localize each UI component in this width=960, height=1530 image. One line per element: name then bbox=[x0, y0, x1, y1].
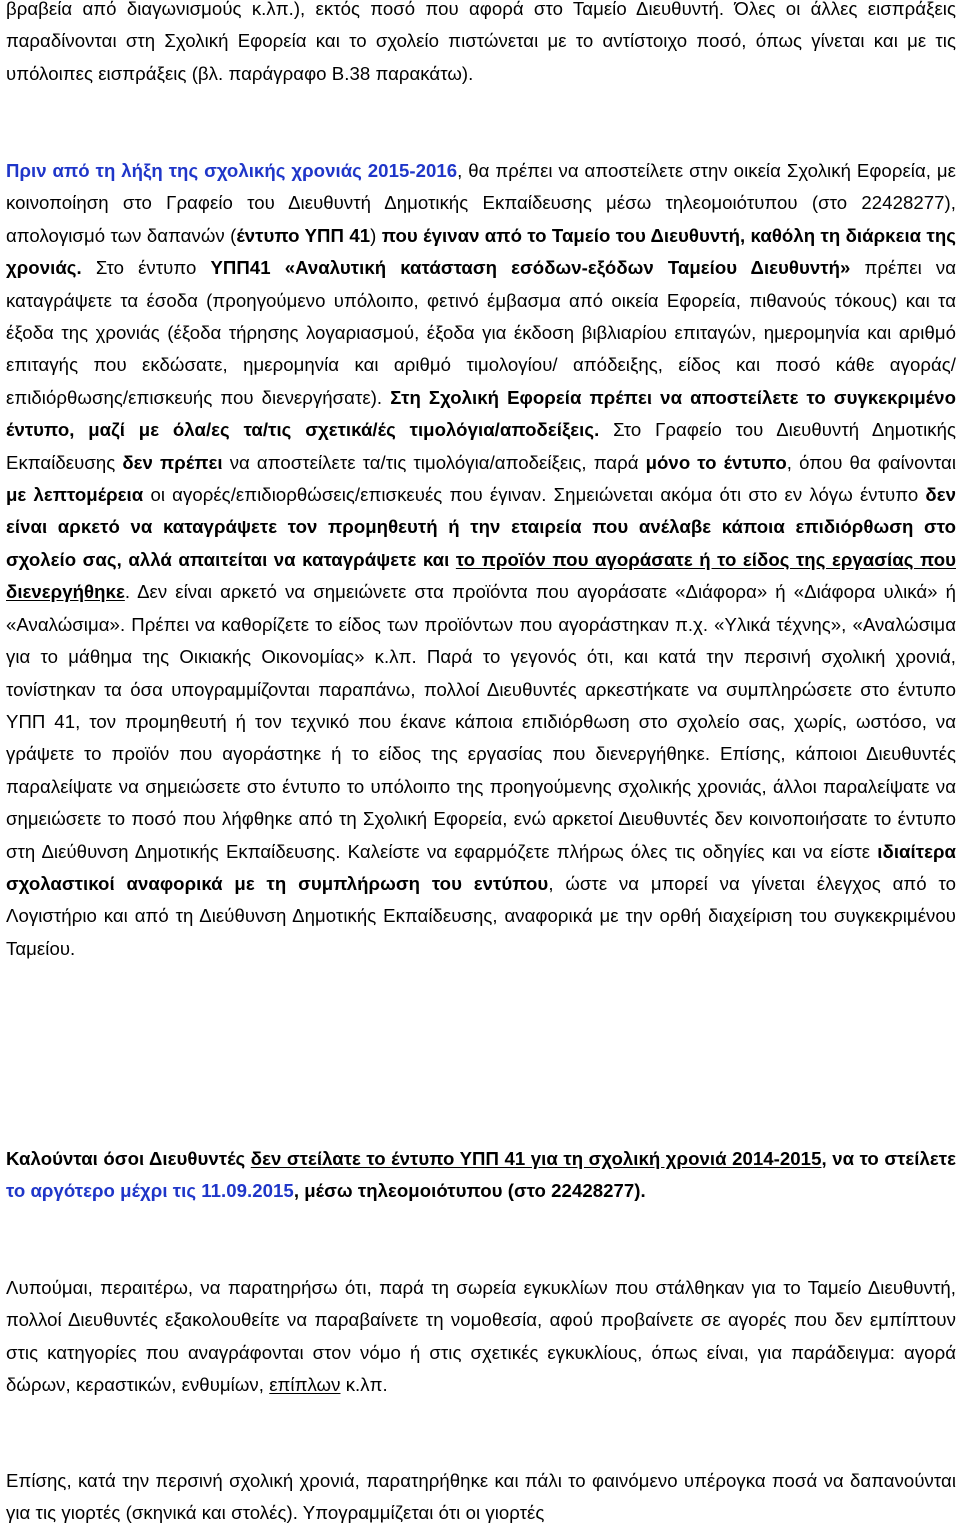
text-run: Λυπούμαι, περαιτέρω, να παρατηρήσω ότι, παρά τη σωρεία εγκυκλίων που στάλθηκαν για το Ταμείο Διευθυντή, πολλοί Διευθυντές εξακολουθείτε να παραβαίνετε τη νομοθεσία, αφού προβαίνετε σε αγορές που δεν εμπίπτουν στις κατηγορίες που αναγράφονται στον νόμο ή στις σχετικές εγκυκλίους, όπως είναι, για παράδειγμα: αγορά δώρων, κεραστικών, ενθυμίων, bbox=[6, 1277, 956, 1396]
paragraph-ypp41-reminder bbox=[6, 1143, 956, 1208]
underlined-run: δεν στείλατε το έντυπο ΥΠΠ 41 για τη σχολική χρονιά 2014-2015 bbox=[250, 1148, 822, 1169]
text-run: οι αγορές/επιδιορθώσεις/επισκευές που έγιναν. Σημειώνεται ακόμα ότι στο εν λόγω έντυπο bbox=[143, 484, 926, 506]
text-run: . Δεν είναι αρκετό να σημειώνετε στα προϊόντα που αγοράσατε «Διάφορα» ή «Διάφορα υλικά» ή «Αναλώσιμα». Πρέπει να καθορίζετε το είδος των προϊόντων που αγοράστηκαν π.χ. «Υλικά τέχνης», «Αναλώσιμα για το μάθημα της Οικιακής Οικονομίας» κ.λπ. Παρά το γεγονός ότι, και κατά την περσινή σχολική χρονιά, τονίστηκαν τα όσα υπογραμμίζονται παραπάνω, πολλοί Διευθυντές αρκεστήκατε να συμπληρώσετε στο έντυπο ΥΠΠ 41, τον προμηθευτή ή τον τεχνικό που έκανε κάποια επιδιόρθωση στο σχολείο σας, χωρίς, ωστόσο, να γράψετε το προϊόν που αγοράστηκε ή το είδος της εργασίας που διενεργήθηκε. Επίσης, κάποιοι Διευθυντές παραλείψατε να σημειώσετε στο έντυπο το υπόλοιπο της προηγούμενης σχολικής χρονιάς, άλλοι παραλείψατε να σημειώσετε το ποσό που λήφθηκε από τη Σχολική Εφορεία, ενώ αρκετοί Διευθυντές δεν κοινοποιήσατε το έντυπο στη Διεύθυνση Δημοτικής Εκπαίδευσης. Καλείστε να εφαρμόζετε πλήρως όλες τις οδηγίες και να είστε bbox=[6, 581, 956, 862]
bold-run: δεν πρέπει bbox=[122, 451, 223, 473]
bold-run: , μέσω τηλεομοιότυπου (στο 22428277). bbox=[293, 1180, 646, 1202]
text-run: κ.λπ. bbox=[340, 1374, 388, 1396]
text-run: , ώστε να μπορεί να γίνεται έλεγχος από το Λογιστήριο και από τη Διεύθυνση Δημοτικής Εκπαίδευσης, αναφορικά με την ορθή διαχείριση του συγκεκριμένου Ταμείου. bbox=[6, 872, 956, 959]
bold-run: μόνο το έντυπο bbox=[645, 451, 787, 473]
text-run: , όπου θα φαίνονται bbox=[786, 451, 956, 473]
bold-run: με λεπτομέρεια bbox=[6, 484, 144, 506]
paragraph-giortes bbox=[6, 1465, 956, 1530]
bold-run: ιδιαίτερα σχολαστικοί αναφορικά με τη συμπλήρωση του εντύπου bbox=[6, 840, 956, 894]
bold-run: , να το στείλετε bbox=[821, 1148, 957, 1169]
bold-run: που έγιναν από το Ταμείο του Διευθυντή, καθόλη τη διάρκεια της χρονιάς. bbox=[6, 224, 956, 279]
deadline-highlight: το αργότερο μέχρι τις 11.09.2015 bbox=[6, 1180, 294, 1202]
underlined-run: το προϊόν που αγοράσατε ή το είδος της εργασίας που διενεργήθηκε bbox=[6, 548, 956, 603]
paragraph-tameio-eispraxeis bbox=[6, 0, 956, 90]
text-run: Επίσης, κατά την περσινή σχολική χρονιά, παρατηρήθηκε και πάλι το φαινόμενο υπέρογκα ποσά να δαπανούνται για τις γιορτές (σκηνικά και στολές). Υπογραμμίζεται ότι οι γιορτές bbox=[6, 1470, 956, 1524]
text-run: Στο έντυπο bbox=[81, 257, 211, 279]
text-run: ) bbox=[370, 224, 382, 246]
text-run: να αποστείλετε τα/τις τιμολόγια/αποδείξεις, παρά bbox=[222, 451, 646, 473]
text-run: Στο Γραφείο του Διευθυντή Δημοτικής Εκπαίδευσης bbox=[6, 419, 956, 473]
text-run: βραβεία από διαγωνισμούς κ.λπ.), εκτός ποσό που αφορά στο Ταμείο Διευθυντή. Όλες οι άλλες εισπράξεις παραδίνονται στη Σχολική Εφορεία και το σχολείο πιστώνεται με το αντίστοιχο ποσό, όπως γίνεται και με τις υπόλοιπες εισπράξεις (βλ. παράγραφο Β.38 παρακάτω). bbox=[6, 0, 956, 84]
bold-run: ΥΠΠ41 «Αναλυτική κατάσταση εσόδων-εξόδων Ταμείου Διευθυντή» bbox=[210, 257, 851, 279]
bold-run: Στη Σχολική Εφορεία πρέπει να αποστείλετε το συγκεκριμένο έντυπο, μαζί με όλα/ες τα/τις σχετικά/ές τιμολόγια/αποδείξεις. bbox=[6, 386, 956, 441]
bold-run: έντυπο ΥΠΠ 41 bbox=[236, 224, 371, 246]
paragraph-apologismos-dapanon bbox=[6, 155, 956, 965]
text-run: , θα πρέπει να αποστείλετε στην οικεία Σχολική Εφορεία, με κοινοποίηση στο Γραφείο του Διευθυντή Δημοτικής Εκπαίδευσης μέσω τηλεομοιότυπου (στο 22428277), απολογισμό των δαπανών ( bbox=[6, 160, 956, 246]
bold-underlined-run bbox=[251, 1148, 822, 1169]
text-run: πρέπει να καταγράψετε τα έσοδα (προηγούμενο υπόλοιπο, φετινό έμβασμα από οικεία Εφορεία, πιθανούς τόκους) και τα έξοδα της χρονιάς (έξοδα τήρησης λογαριασμού, έξοδα για έκδοση βιβλιαρίου επιταγών, ημερομηνία και αριθμό επιταγής που εκδώσατε, ημερομηνία και αριθμό τιμολογίου/ απόδειξης, είδος και ποσό κάθε αγοράς/επιδιόρθωσης/επισκευής που διενεργήσατε). bbox=[6, 257, 956, 408]
deadline-highlight: Πριν από τη λήξη της σχολικής χρονιάς 2015-2016 bbox=[6, 160, 458, 181]
bold-run: δεν είναι αρκετό να καταγράψετε τον προμηθευτή ή την εταιρεία που ανέλαβε κάποια επιδιόρθωση στο σχολείο σας, αλλά απαιτείται να καταγράψετε και bbox=[6, 484, 957, 570]
underlined-run: επίπλων bbox=[269, 1374, 341, 1396]
paragraph-paraviaseis bbox=[6, 1272, 956, 1402]
bold-run: Καλούνται όσοι Διευθυντές bbox=[6, 1148, 251, 1169]
